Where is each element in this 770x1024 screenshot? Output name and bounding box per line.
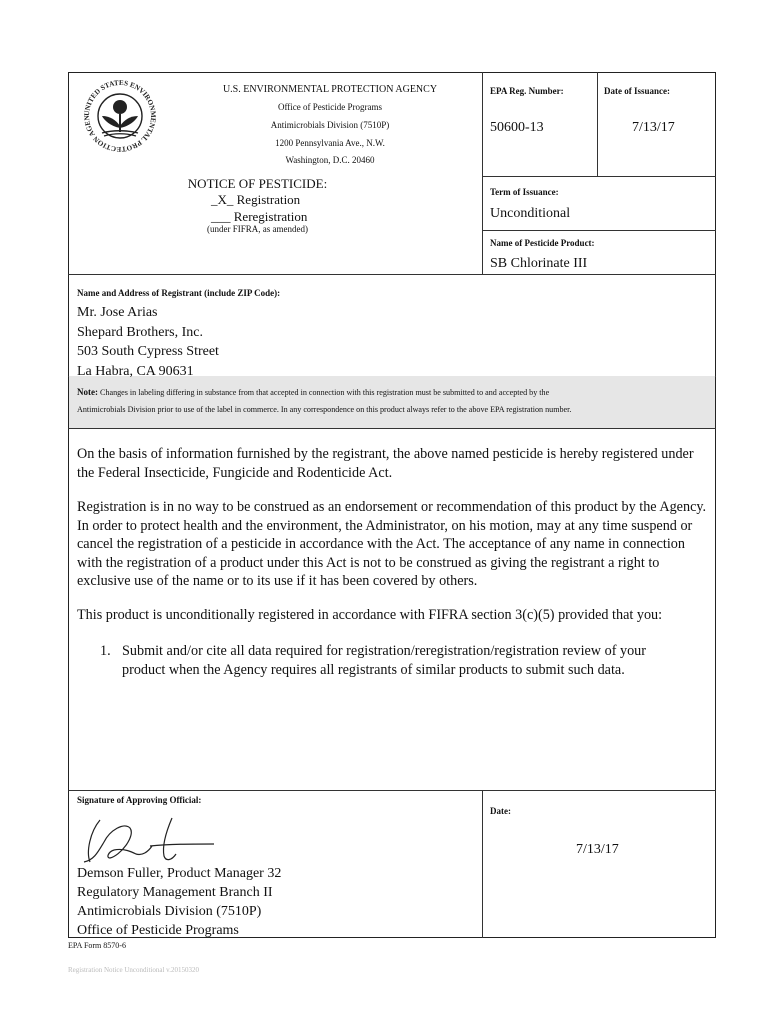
agency-city: Washington, D.C. 20460 <box>285 155 375 165</box>
signatory-block <box>77 864 281 940</box>
notice-reregistration: ___ Reregistration <box>211 209 308 224</box>
handwritten-signature <box>80 812 220 868</box>
issuance-date-label: Date of Issuance: <box>604 86 670 96</box>
agency-name: U.S. ENVIRONMENTAL PROTECTION AGENCY <box>222 84 438 95</box>
agency-office: Office of Pesticide Programs <box>277 102 383 112</box>
note-label: Note: <box>77 387 98 397</box>
product-label: Name of Pesticide Product: <box>490 238 595 248</box>
notice-registration: _X_ Registration <box>211 192 301 207</box>
epa-seal <box>80 76 160 156</box>
signatory-line: Office of Pesticide Programs <box>77 923 239 938</box>
reg-number-label: EPA Reg. Number: <box>490 86 564 96</box>
list-item-1: Submit and/or cite all data required for registration/reregistration/registration review of your product when the Agency requires all registrants of similar products to submit such data. <box>122 643 646 678</box>
registrant-address <box>77 303 219 381</box>
note-line-1 <box>77 387 549 397</box>
note-text-2: Antimicrobials Division prior to use of the label in commerce. In any correspondence on this product always refer to the above EPA registration number. <box>77 405 572 414</box>
signatory-line: Demson Fuller, Product Manager 32 <box>77 866 282 881</box>
notice-title: NOTICE OF PESTICIDE: <box>187 176 328 191</box>
note-band <box>69 376 715 428</box>
body-paragraph-1: On the basis of information furnished by the registrant, the above named pesticide is hereby registered under the Federal Insecticide, Fungicide and Rodenticide Act. <box>77 446 694 481</box>
registrant-line: Shepard Brothers, Inc. <box>77 324 203 340</box>
svg-text:UNITED STATES ENVIRONMENTAL PR: UNITED STATES ENVIRONMENTAL PROTECTION AGEN <box>82 78 158 154</box>
signatory-line: Regulatory Management Branch II <box>77 885 273 900</box>
template-version: Registration Notice Unconditional v.20150320 <box>68 966 199 974</box>
registrant-label: Name and Address of Registrant (include ZIP Code): <box>77 288 281 298</box>
signature-label: Signature of Approving Official: <box>77 795 202 805</box>
agency-street: 1200 Pennsylvania Ave., N.W. <box>275 138 385 148</box>
registrant-line: 503 South Cypress Street <box>77 344 219 359</box>
signatory-line: Antimicrobials Division (7510P) <box>77 904 262 919</box>
header-bottom-rule <box>68 274 716 275</box>
registrant-line: Mr. Jose Arias <box>77 305 158 320</box>
note-text-1: Changes in labeling differing in substance from that accepted in connection with this registration must be submitted to and accepted by the <box>100 388 550 397</box>
date-divider <box>597 72 598 176</box>
form-number: EPA Form 8570-6 <box>68 941 126 950</box>
body-paragraph-3: This product is unconditionally registered in accordance with FIFRA section 3(c)(5) provided that you: <box>77 607 663 623</box>
agency-division: Antimicrobials Division (7510P) <box>270 120 390 130</box>
body-paragraph-2: Registration is in no way to be construed as an endorsement or recommendation of this product by the Agency. In order to protect health and the environment, the Administrator, on his motion, may at any time suspend or cancel the registration of a pesticide in accordance with the Act. The acceptance of any name in connection with the registration of a product under this Act is not to be construed as giving the registrant a right to exclusive use of the name or to its use if it has been covered by others. <box>77 499 707 589</box>
signature-divider <box>482 790 483 938</box>
issuance-date-value: 7/13/17 <box>632 120 675 135</box>
notice-fifra: (under FIFRA, as amended) <box>207 224 308 234</box>
registrant-line: La Habra, CA 90631 <box>77 363 194 379</box>
reg-number-value: 50600-13 <box>490 120 544 135</box>
signature-top-rule <box>68 790 716 791</box>
sign-date-label: Date: <box>490 806 511 816</box>
term-value: Unconditional <box>490 206 571 221</box>
header-rule-2 <box>482 230 716 231</box>
header-rule-1 <box>482 176 716 177</box>
product-value: SB Chlorinate III <box>490 256 588 271</box>
list-item-number: 1. <box>100 643 111 659</box>
sign-date-value: 7/13/17 <box>576 842 619 857</box>
term-label: Term of Issuance: <box>490 187 559 197</box>
note-bottom-rule <box>68 428 716 429</box>
